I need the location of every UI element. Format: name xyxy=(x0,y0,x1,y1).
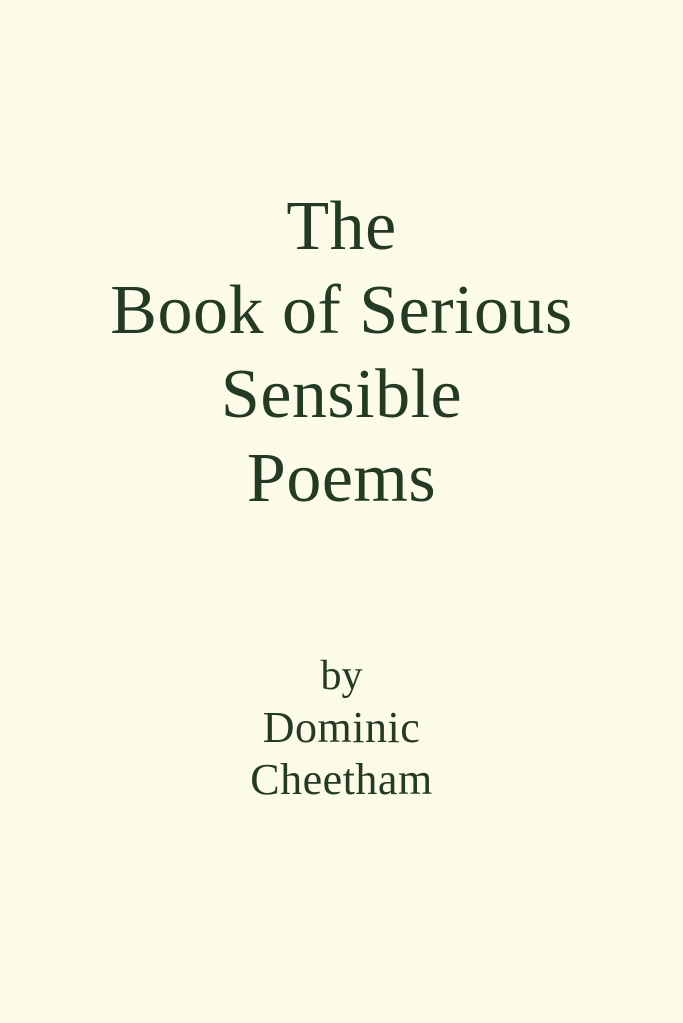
byline-label: by xyxy=(320,653,363,699)
author-first-name: Dominic xyxy=(262,703,421,752)
book-title xyxy=(0,185,683,521)
title-line-1: The xyxy=(286,188,397,265)
book-author xyxy=(0,650,683,806)
title-line-3: Sensible xyxy=(220,356,463,433)
title-line-2: Book of Serious xyxy=(110,272,573,349)
title-line-4: Poems xyxy=(246,440,437,517)
author-last-name: Cheetham xyxy=(250,755,433,804)
